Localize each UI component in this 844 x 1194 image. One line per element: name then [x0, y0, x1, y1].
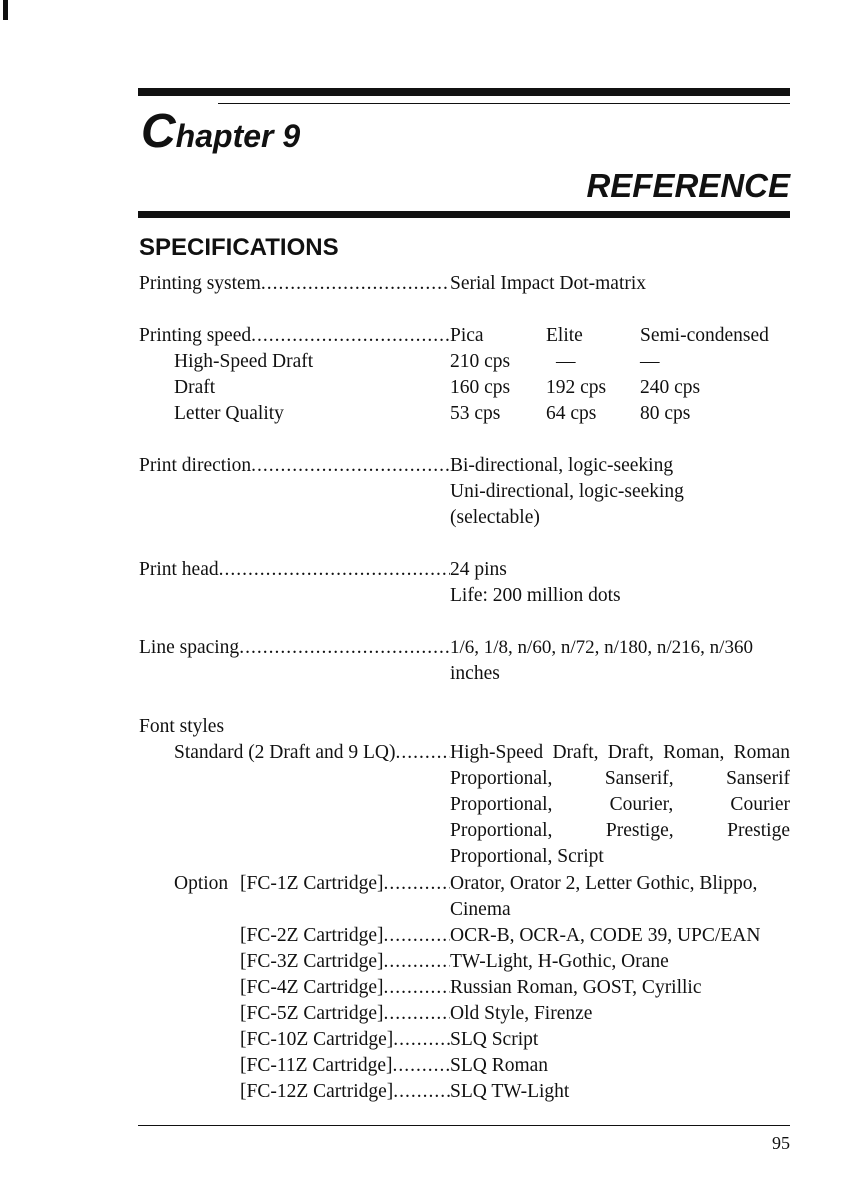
font-standard-label: Standard (2 Draft and 9 LQ) .....: [174, 740, 450, 766]
header-rule-thin: [218, 103, 790, 104]
font-styles-label: Font styles: [139, 716, 225, 737]
cartridge-label: [FC-10Z Cartridge] .....: [240, 1027, 450, 1053]
line-spacing-label: Line spacing .....: [139, 635, 450, 661]
speed-row-elite: —: [556, 351, 576, 372]
speed-row-semi: 240 cps: [640, 377, 701, 398]
printing-system-label: Printing system .....: [139, 271, 450, 297]
speed-row-mode: Draft: [174, 377, 216, 398]
section-title: SPECIFICATIONS: [139, 234, 339, 261]
speed-row-elite: 192 cps: [546, 377, 607, 398]
speed-row-pica: 210 cps: [450, 351, 511, 372]
print-direction-label: Print direction .....: [139, 453, 450, 479]
cartridge-value: Orator, Orator 2, Letter Gothic, Blippo, Cinema: [450, 873, 758, 920]
speed-row-elite: 64 cps: [546, 403, 597, 424]
cartridge-value: Old Style, Firenze: [450, 1003, 593, 1024]
footer-rule: [138, 1125, 790, 1126]
print-direction-value: Uni-directional, logic-seeking: [450, 481, 684, 502]
printing-speed-label: Printing speed .....: [139, 323, 450, 349]
cartridge-value: SLQ Script: [450, 1029, 539, 1050]
print-head-label: Print head .....: [139, 557, 450, 583]
print-direction-value: Bi-directional, logic-seeking: [450, 455, 674, 476]
print-head-value: 24 pins: [450, 559, 507, 580]
line-spacing-unit: inches: [450, 663, 500, 684]
page-number: 95: [772, 1133, 790, 1153]
speed-row-mode: High-Speed Draft: [174, 351, 314, 372]
printing-system-value: Serial Impact Dot-matrix: [450, 273, 647, 294]
cartridge-value: OCR-B, OCR-A, CODE 39, UPC/EAN: [450, 925, 761, 946]
cartridge-label: [FC-1Z Cartridge] .....: [240, 871, 450, 897]
speed-col-pica: Pica: [450, 325, 484, 346]
cartridge-label: [FC-12Z Cartridge] .....: [240, 1079, 450, 1105]
chapter-heading: Chapter 9: [141, 105, 301, 158]
cartridge-value: SLQ TW-Light: [450, 1081, 570, 1102]
cartridge-value: SLQ Roman: [450, 1055, 549, 1076]
cartridge-value: TW-Light, H-Gothic, Orane: [450, 951, 669, 972]
speed-row-pica: 160 cps: [450, 377, 511, 398]
header-rule-bottom: [138, 211, 790, 218]
speed-row-semi: —: [640, 351, 660, 372]
speed-col-elite: Elite: [546, 325, 583, 346]
print-head-value: Life: 200 million dots: [450, 585, 621, 606]
speed-row-semi: 80 cps: [640, 403, 691, 424]
speed-row-pica: 53 cps: [450, 403, 501, 424]
scan-mark: [3, 0, 8, 20]
cartridge-value: Russian Roman, GOST, Cyrillic: [450, 977, 702, 998]
line-spacing-value: 1/6, 1/8, n/60, n/72, n/180, n/216, n/360: [450, 637, 753, 658]
header-rule-top: [138, 88, 790, 96]
cartridge-label: [FC-3Z Cartridge] .....: [240, 949, 450, 975]
speed-row-mode: Letter Quality: [174, 403, 284, 424]
font-standard-value: High-Speed Draft, Draft, Roman, Roman Proportional, Sanserif, Sanserif Proportional, Courier, Courier Proportional, Prestige, Prestige Proportional, Script: [450, 742, 790, 867]
chapter-title: REFERENCE: [586, 167, 790, 204]
cartridge-label: [FC-5Z Cartridge] .....: [240, 1001, 450, 1027]
cartridge-label: [FC-2Z Cartridge] .....: [240, 923, 450, 949]
cartridge-label: [FC-11Z Cartridge] .....: [240, 1053, 450, 1079]
print-direction-value: (selectable): [450, 507, 540, 528]
font-option-label: Option: [174, 873, 229, 894]
cartridge-label: [FC-4Z Cartridge] .....: [240, 975, 450, 1001]
speed-col-semi: Semi-condensed: [640, 325, 769, 346]
